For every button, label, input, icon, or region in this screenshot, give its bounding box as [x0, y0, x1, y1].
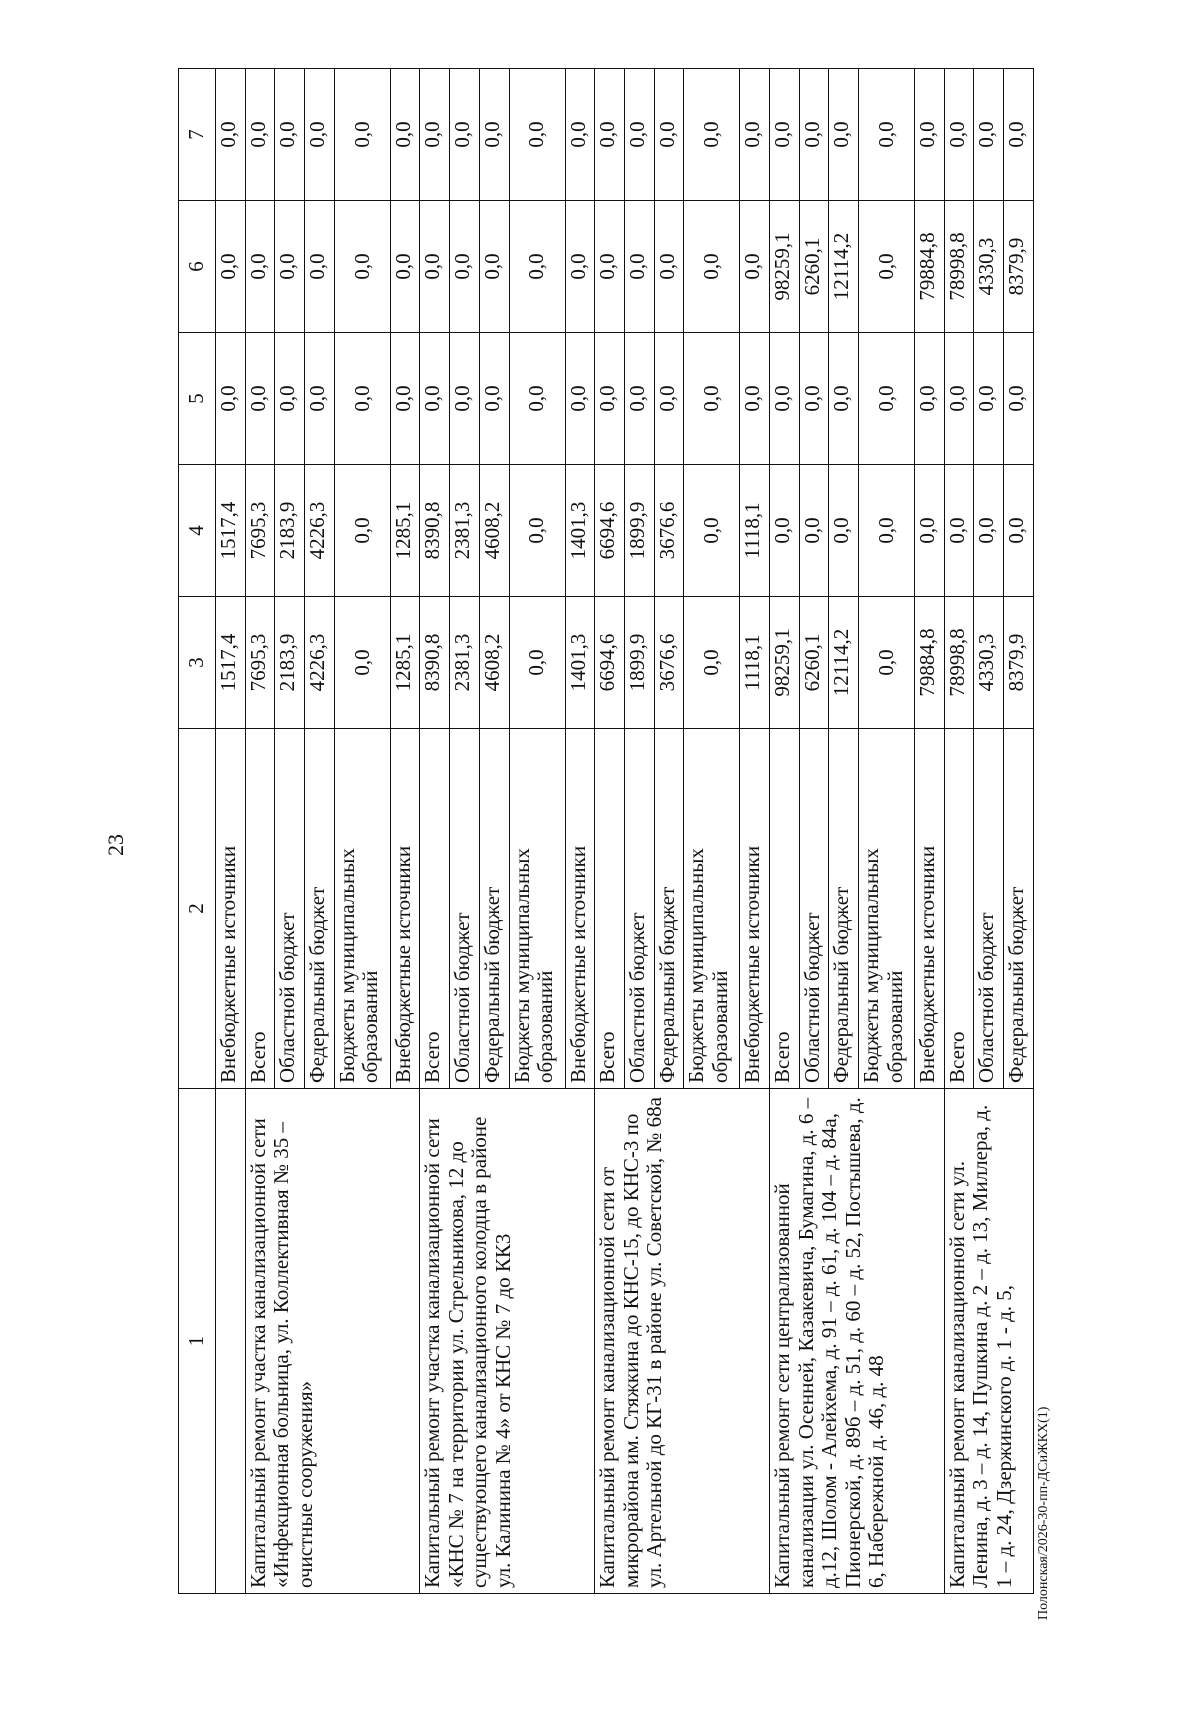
amount-cell: 0,0	[334, 597, 390, 729]
funding-source-cell: Бюджеты муниципальных образований	[334, 729, 390, 1089]
amount-cell: 0,0	[684, 597, 740, 729]
amount-cell: 0,0	[740, 333, 770, 465]
amount-cell: 4608,2	[479, 597, 509, 729]
funding-source-cell: Всего	[595, 729, 625, 1089]
amount-cell: 0,0	[390, 69, 420, 201]
header-row	[179, 69, 216, 1594]
rotated-table-container	[178, 68, 1034, 1594]
amount-cell: 0,0	[565, 201, 595, 333]
amount-cell: 0,0	[1004, 465, 1034, 597]
amount-cell: 0,0	[509, 69, 565, 201]
amount-cell: 0,0	[944, 69, 974, 201]
table-row	[595, 69, 625, 1594]
funding-source-cell: Бюджеты муниципальных образований	[859, 729, 915, 1089]
amount-cell: 1517,4	[216, 465, 246, 597]
amount-cell: 0,0	[450, 333, 480, 465]
amount-cell: 0,0	[509, 465, 565, 597]
amount-cell: 0,0	[334, 69, 390, 201]
amount-cell: 0,0	[565, 69, 595, 201]
table-row	[944, 69, 974, 1594]
funding-source-cell: Федеральный бюджет	[1004, 729, 1034, 1089]
amount-cell: 0,0	[684, 69, 740, 201]
amount-cell: 0,0	[275, 333, 305, 465]
table-row	[769, 69, 799, 1594]
column-header: 2	[179, 729, 216, 1089]
amount-cell: 0,0	[275, 201, 305, 333]
amount-cell: 0,0	[565, 333, 595, 465]
amount-cell: 0,0	[915, 69, 945, 201]
amount-cell: 0,0	[245, 333, 275, 465]
amount-cell: 6260,1	[799, 201, 829, 333]
funding-source-cell: Федеральный бюджет	[479, 729, 509, 1089]
amount-cell: 0,0	[509, 201, 565, 333]
amount-cell: 0,0	[595, 69, 625, 201]
amount-cell: 0,0	[624, 69, 654, 201]
funding-source-cell: Внебюджетные источники	[390, 729, 420, 1089]
amount-cell: 79884,8	[915, 597, 945, 729]
amount-cell: 98259,1	[769, 597, 799, 729]
amount-cell: 0,0	[859, 597, 915, 729]
amount-cell: 3676,6	[654, 465, 684, 597]
amount-cell: 0,0	[479, 333, 509, 465]
project-name-cell: Капитальный ремонт участка канализационной сети «КНС № 7 на территории ул. Стрельникова, 12 до существующего канализационного колодца в районе ул. Калинина № 4» от КНС № 7 до КК3	[420, 1089, 595, 1594]
project-name-cell: Капитальный ремонт канализационной сети от микрорайона им. Стяжкина до КНС-15, до КНС-3 по ул. Артельной до КГ-31 в районе ул. Советской, № 68а	[595, 1089, 770, 1594]
amount-cell: 0,0	[305, 201, 335, 333]
funding-source-cell: Внебюджетные источники	[915, 729, 945, 1089]
amount-cell: 4330,3	[974, 201, 1004, 333]
amount-cell: 0,0	[216, 333, 246, 465]
amount-cell: 0,0	[859, 201, 915, 333]
amount-cell: 0,0	[390, 201, 420, 333]
page-number: 23	[103, 834, 128, 856]
funding-source-cell: Федеральный бюджет	[829, 729, 859, 1089]
amount-cell: 6694,6	[595, 597, 625, 729]
column-header: 1	[179, 1089, 216, 1594]
funding-source-cell: Внебюджетные источники	[216, 729, 246, 1089]
amount-cell: 0,0	[915, 465, 945, 597]
amount-cell: 0,0	[275, 69, 305, 201]
amount-cell: 7695,3	[245, 597, 275, 729]
amount-cell: 0,0	[479, 201, 509, 333]
amount-cell: 0,0	[479, 69, 509, 201]
column-header: 6	[179, 201, 216, 333]
funding-source-cell: Внебюджетные источники	[740, 729, 770, 1089]
funding-table	[178, 68, 1034, 1594]
amount-cell: 6260,1	[799, 597, 829, 729]
column-header: 3	[179, 597, 216, 729]
table-row	[245, 69, 275, 1594]
amount-cell: 0,0	[684, 201, 740, 333]
column-header: 4	[179, 465, 216, 597]
amount-cell: 2381,3	[450, 597, 480, 729]
amount-cell: 0,0	[305, 333, 335, 465]
project-name-cell: Капитальный ремонт сети централизованной канализации ул. Осенней, Казакевича, Бумагина, д. 6 – д.12, Шолом - Алейхема, д. 91 – д. 61, д. 104 – д. 84а, Пионерской, д. 89б – д. 51, д. 60 – д. 52, Постышева, д. 6, Набережной д. 46, д. 48	[769, 1089, 944, 1594]
amount-cell: 8390,8	[420, 465, 450, 597]
amount-cell: 0,0	[829, 69, 859, 201]
amount-cell: 0,0	[420, 69, 450, 201]
amount-cell: 0,0	[684, 333, 740, 465]
amount-cell: 2381,3	[450, 465, 480, 597]
amount-cell: 8390,8	[420, 597, 450, 729]
amount-cell: 1401,3	[565, 465, 595, 597]
funding-source-cell: Всего	[769, 729, 799, 1089]
column-header: 7	[179, 69, 216, 201]
funding-source-cell: Бюджеты муниципальных образований	[509, 729, 565, 1089]
amount-cell: 0,0	[334, 465, 390, 597]
amount-cell: 0,0	[216, 201, 246, 333]
amount-cell: 4330,3	[974, 597, 1004, 729]
funding-source-cell: Всего	[944, 729, 974, 1089]
funding-source-cell: Областной бюджет	[974, 729, 1004, 1089]
amount-cell: 0,0	[944, 465, 974, 597]
amount-cell: 0,0	[799, 465, 829, 597]
amount-cell: 1401,3	[565, 597, 595, 729]
table-row	[216, 69, 246, 1594]
amount-cell: 4226,3	[305, 597, 335, 729]
amount-cell: 0,0	[334, 333, 390, 465]
amount-cell: 0,0	[509, 333, 565, 465]
amount-cell: 0,0	[859, 465, 915, 597]
amount-cell: 1899,9	[624, 597, 654, 729]
funding-source-cell: Федеральный бюджет	[654, 729, 684, 1089]
amount-cell: 0,0	[1004, 333, 1034, 465]
amount-cell: 4226,3	[305, 465, 335, 597]
amount-cell: 8379,9	[1004, 201, 1034, 333]
amount-cell: 0,0	[654, 333, 684, 465]
funding-source-cell: Всего	[420, 729, 450, 1089]
amount-cell: 0,0	[974, 333, 1004, 465]
amount-cell: 1285,1	[390, 465, 420, 597]
funding-source-cell: Областной бюджет	[275, 729, 305, 1089]
amount-cell: 0,0	[624, 201, 654, 333]
amount-cell: 0,0	[799, 69, 829, 201]
amount-cell: 0,0	[305, 69, 335, 201]
project-name-cell: Капитальный ремонт участка канализационной сети «Инфекционная больница, ул. Коллективная № 35 – очистные сооружения»	[245, 1089, 420, 1594]
amount-cell: 0,0	[944, 333, 974, 465]
amount-cell: 2183,9	[275, 597, 305, 729]
amount-cell: 4608,2	[479, 465, 509, 597]
project-name-cell	[216, 1089, 246, 1594]
amount-cell: 0,0	[450, 69, 480, 201]
amount-cell: 0,0	[245, 69, 275, 201]
funding-source-cell: Всего	[245, 729, 275, 1089]
amount-cell: 6694,6	[595, 465, 625, 597]
amount-cell: 0,0	[740, 69, 770, 201]
table-body	[216, 69, 1034, 1594]
amount-cell: 0,0	[509, 597, 565, 729]
amount-cell: 0,0	[684, 465, 740, 597]
amount-cell: 0,0	[420, 333, 450, 465]
amount-cell: 0,0	[334, 201, 390, 333]
amount-cell: 0,0	[859, 333, 915, 465]
funding-source-cell: Бюджеты муниципальных образований	[684, 729, 740, 1089]
amount-cell: 0,0	[915, 333, 945, 465]
amount-cell: 1517,4	[216, 597, 246, 729]
amount-cell: 1285,1	[390, 597, 420, 729]
amount-cell: 7695,3	[245, 465, 275, 597]
amount-cell: 78998,8	[944, 597, 974, 729]
amount-cell: 0,0	[769, 69, 799, 201]
amount-cell: 0,0	[740, 201, 770, 333]
funding-source-cell: Областной бюджет	[624, 729, 654, 1089]
table-row	[420, 69, 450, 1594]
amount-cell: 0,0	[799, 333, 829, 465]
amount-cell: 0,0	[829, 465, 859, 597]
amount-cell: 0,0	[1004, 69, 1034, 201]
amount-cell: 12114,2	[829, 597, 859, 729]
project-name-cell: Капитальный ремонт канализационной сети ул. Ленина, д. 3 – д. 14, Пушкина д. 2 – д. 13, Миллера, д. 1 – д. 24, Дзержинского д. 1 - д. 5,	[944, 1089, 1033, 1594]
amount-cell: 0,0	[654, 201, 684, 333]
amount-cell: 3676,6	[654, 597, 684, 729]
amount-cell: 1118,1	[740, 465, 770, 597]
amount-cell: 0,0	[859, 69, 915, 201]
amount-cell: 1118,1	[740, 597, 770, 729]
amount-cell: 0,0	[974, 465, 1004, 597]
amount-cell: 1899,9	[624, 465, 654, 597]
amount-cell: 8379,9	[1004, 597, 1034, 729]
funding-source-cell: Внебюджетные источники	[565, 729, 595, 1089]
amount-cell: 0,0	[390, 333, 420, 465]
amount-cell: 98259,1	[769, 201, 799, 333]
amount-cell: 0,0	[769, 333, 799, 465]
amount-cell: 12114,2	[829, 201, 859, 333]
amount-cell: 0,0	[624, 333, 654, 465]
amount-cell: 2183,9	[275, 465, 305, 597]
amount-cell: 0,0	[654, 69, 684, 201]
funding-source-cell: Областной бюджет	[799, 729, 829, 1089]
amount-cell: 0,0	[245, 201, 275, 333]
amount-cell: 0,0	[974, 69, 1004, 201]
footer-note: Полонская/2026-30-пп-ДСиЖКХ(1)	[1036, 1406, 1051, 1620]
amount-cell: 0,0	[595, 201, 625, 333]
amount-cell: 78998,8	[944, 201, 974, 333]
amount-cell: 0,0	[420, 201, 450, 333]
amount-cell: 0,0	[450, 201, 480, 333]
amount-cell: 0,0	[829, 333, 859, 465]
column-header: 5	[179, 333, 216, 465]
amount-cell: 0,0	[216, 69, 246, 201]
funding-source-cell: Областной бюджет	[450, 729, 480, 1089]
amount-cell: 79884,8	[915, 201, 945, 333]
amount-cell: 0,0	[769, 465, 799, 597]
funding-source-cell: Федеральный бюджет	[305, 729, 335, 1089]
amount-cell: 0,0	[595, 333, 625, 465]
